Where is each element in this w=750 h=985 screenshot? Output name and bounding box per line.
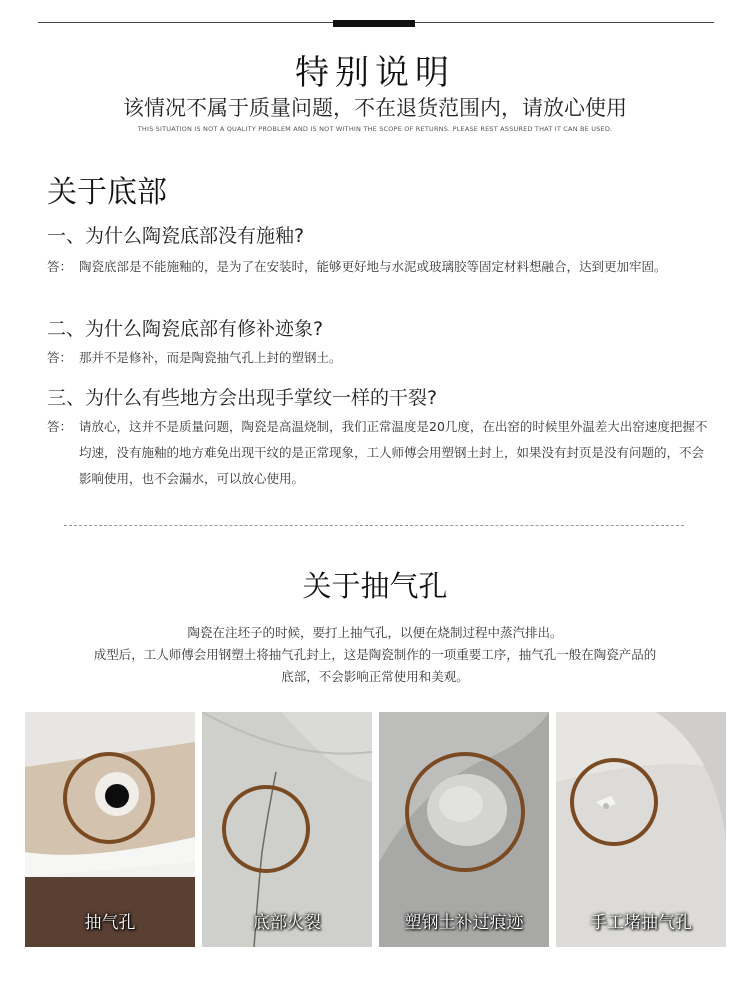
photo-caption: 手工堵抽气孔 <box>590 913 692 933</box>
photo-caption: 塑钢土补过痕迹 <box>404 913 524 933</box>
page-title: 特别说明 <box>295 53 455 93</box>
photo-bottom-crack <box>202 712 372 947</box>
photo-caption: 底部火裂 <box>253 913 321 933</box>
photo-vent-hole <box>25 712 195 947</box>
photo-hand-plugged <box>556 712 726 947</box>
section-title-bottom: 关于底部 <box>47 175 167 210</box>
question-2: 二、为什么陶瓷底部有修补迹象? <box>47 318 324 340</box>
question-3: 三、为什么有些地方会出现手掌纹一样的干裂? <box>47 387 438 409</box>
vent-text-line-3: 底部，不会影响正常使用和美观。 <box>281 669 469 684</box>
answer-label: 答： <box>47 350 73 365</box>
answer-3 <box>47 414 715 492</box>
top-accent-bar <box>333 20 415 27</box>
photo-clay-patch <box>379 712 549 947</box>
answer-text: 那并不是修补，而是陶瓷抽气孔上封的塑钢土。 <box>79 350 342 365</box>
answer-2 <box>47 345 715 371</box>
answer-text: 陶瓷底部是不能施釉的，是为了在安装时，能够更好地与水泥或玻璃胶等固定材料想融合，达到更加牢固。 <box>79 259 667 274</box>
page-subtitle: 该情况不属于质量问题，不在退货范围内，请放心使用 <box>123 96 627 120</box>
vent-text-line-2: 成型后，工人师傅会用钢塑土将抽气孔封上，这是陶瓷制作的一项重要工序，抽气孔一般在陶瓷产品的 <box>93 647 657 662</box>
question-1: 一、为什么陶瓷底部没有施釉? <box>47 225 305 247</box>
page-subtitle-english: THIS SITUATION IS NOT A QUALITY PROBLEM AND IS NOT WITHIN THE SCOPE OF RETURNS. PLEASE REST ASSURED THAT IT CAN BE USED. <box>137 125 613 133</box>
answer-1 <box>47 254 715 280</box>
answer-label: 答： <box>47 419 73 434</box>
answer-label: 答： <box>47 259 73 274</box>
section-title-vent: 关于抽气孔 <box>302 569 448 603</box>
photo-caption: 抽气孔 <box>84 913 136 933</box>
answer-text: 请放心，这并不是质量问题，陶瓷是高温烧制，我们正常温度是20几度，在出窑的时候里外温差大出窑速度把握不均速，没有施釉的地方难免出现干纹的是正常现象，工人师傅会用塑钢土封上，如果没有封页是没有问题的，不会影响使用，也不会漏水，可以放心使用。 <box>79 419 708 486</box>
vent-text-line-1: 陶瓷在注坯子的时候，要打上抽气孔，以便在烧制过程中蒸汽排出。 <box>187 625 563 640</box>
dashed-divider <box>64 525 684 526</box>
